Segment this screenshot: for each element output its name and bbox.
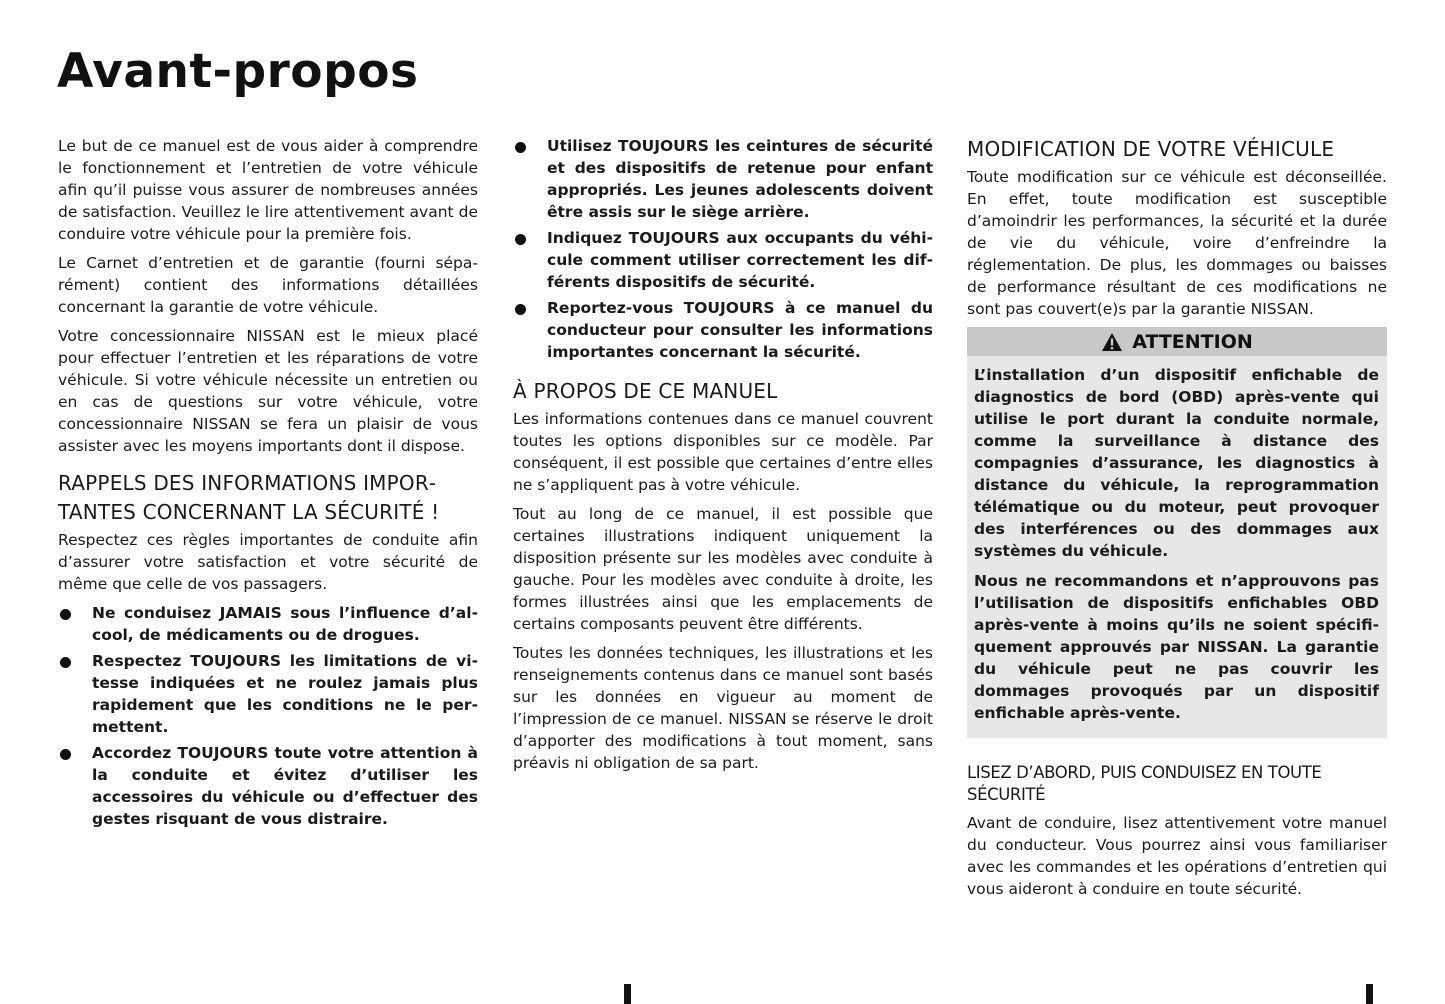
page-tab-marker: [624, 984, 631, 1004]
manual-paragraph-illustrations: Tout au long de ce manuel, il est possible que certaines illustrations indiquent uniquement la disposition présente sur les modèles avec conduite à gauche. Pour les modèles avec conduite à droite, les formes illustrées ainsi que les emplacements de certains composants peuvent être différents.: [513, 505, 933, 633]
list-item: Utilisez TOUJOURS les ceintures de sécurité et des dispositifs de retenue pour enfant appropriés. Les jeunes adolescents doivent être assis sur le siège arrière.: [513, 135, 933, 223]
list-item: Accordez TOUJOURS toute votre attention à la conduite et évitez d’utiliser les accessoires du véhicule ou d’effectuer des gestes risquant de vous distraire.: [58, 742, 478, 830]
column-middle: [513, 135, 933, 781]
list-item: Ne conduisez JAMAIS sous l’influence d’alcool, de médicaments ou de drogues.: [58, 602, 478, 646]
manual-paragraph-data: Toutes les données techniques, les illustrations et les renseignements contenus dans ce manuel sont basés sur les données en vigueur au moment de l’impression de ce manuel. NISSAN se réserve le droit d’apporter des modifications à tout moment, sans préavis ni obligation de sa part.: [513, 644, 933, 772]
manual-paragraph-options: Les informations contenues dans ce manuel couvrent toutes les options disponibles sur ce modèle. Par conséquent, il est possible que certaines d’entre elles ne s’appliquent pas à votre véhicule.: [513, 410, 933, 494]
warning-body: [967, 356, 1387, 738]
read-first-heading: LISEZ D’ABORD, PUIS CONDUISEZ EN TOUTE SÉCURITÉ: [967, 763, 1322, 804]
warning-paragraph-obd: L’installation d’un dispositif enfichable de diagnostics de bord (OBD) après-vente qui utilise le port durant la conduite normale, comme la surveillance à distance des compagnies d’assurance, les diagnostics à distance du véhicule, la reprogrammation télématique ou du moteur, peut provoquer des interférences ou des dommages aux systèmes du véhicule.: [974, 366, 1379, 560]
warranty-paragraph: Le Carnet d’entretien et de garantie (fourni séparément) contient des informations détaillées concernant la garantie de votre véhicule.: [58, 254, 478, 316]
safety-intro-paragraph: Respectez ces règles importantes de conduite afin d’assurer votre satisfaction et votre sécurité de même que celle de vos passagers.: [58, 531, 478, 593]
list-item: Indiquez TOUJOURS aux occupants du véhicule comment utiliser correctement les différents dispositifs de sécurité.: [513, 227, 933, 293]
modification-heading: MODIFICATION DE VOTRE VÉHICULE: [967, 137, 1335, 161]
safety-heading: RAPPELS DES INFORMATIONS IMPORTANTES CONCERNANT LA SÉCURITÉ !: [58, 471, 440, 524]
dealer-paragraph: Votre concessionnaire NISSAN est le mieux placé pour effectuer l’entretien et les réparations de votre véhicule. Si votre véhicule nécessite un entretien ou en cas de questions sur votre véhicule, votre concessionnaire NISSAN se fera un plaisir de vous assister avec les moyens importants dont il dispose.: [58, 327, 478, 455]
warning-header: [967, 327, 1387, 356]
safety-rules-list-continued: [513, 135, 933, 363]
manual-heading: À PROPOS DE CE MANUEL: [513, 379, 778, 403]
modification-paragraph: Toute modification sur ce véhicule est déconseillée. En effet, toute modification est susceptible d’amoindrir les performances, la sécurité et la durée de vie du véhicule, voire d’enfreindre la réglementation. De plus, les dommages ou baisses de performance résultant de ces modifications ne sont pas couvert(e)s par la garantie NISSAN.: [967, 168, 1387, 318]
warning-title: ATTENTION: [1132, 330, 1253, 353]
list-item: Reportez-vous TOUJOURS à ce manuel du conducteur pour consulter les informations importantes concernant la sécurité.: [513, 297, 933, 363]
column-right: [967, 135, 1387, 907]
safety-rules-list: [58, 602, 478, 830]
column-left: [58, 135, 478, 834]
warning-paragraph-approval: Nous ne recommandons et n’approuvons pas l’utilisation de dispositifs enfichables OBD après-vente à moins qu’ils ne soient spécifiquement approuvés par NISSAN. La garantie du véhicule peut ne pas couvrir les dommages provoqués par un dispositif enfichable après-vente.: [974, 572, 1379, 722]
page-title: Avant-propos: [57, 44, 419, 99]
warning-box: [967, 327, 1387, 738]
list-item: Respectez TOUJOURS les limitations de vitesse indiquées et ne roulez jamais plus rapidement que les conditions ne le permettent.: [58, 650, 478, 738]
read-first-paragraph: Avant de conduire, lisez attentivement votre manuel du conducteur. Vous pourrez ainsi vous familiariser avec les commandes et les opérations d’entretien qui vous aideront à conduire en toute sécurité.: [967, 814, 1387, 898]
warning-triangle-icon: [1101, 332, 1123, 352]
intro-paragraph: Le but de ce manuel est de vous aider à comprendre le fonctionnement et l’entretien de votre véhicule afin qu’il puisse vous assurer de nombreuses années de satisfaction. Veuillez le lire attentivement avant de conduire votre véhicule pour la première fois.: [58, 137, 478, 243]
page-tab-marker: [1366, 984, 1373, 1004]
